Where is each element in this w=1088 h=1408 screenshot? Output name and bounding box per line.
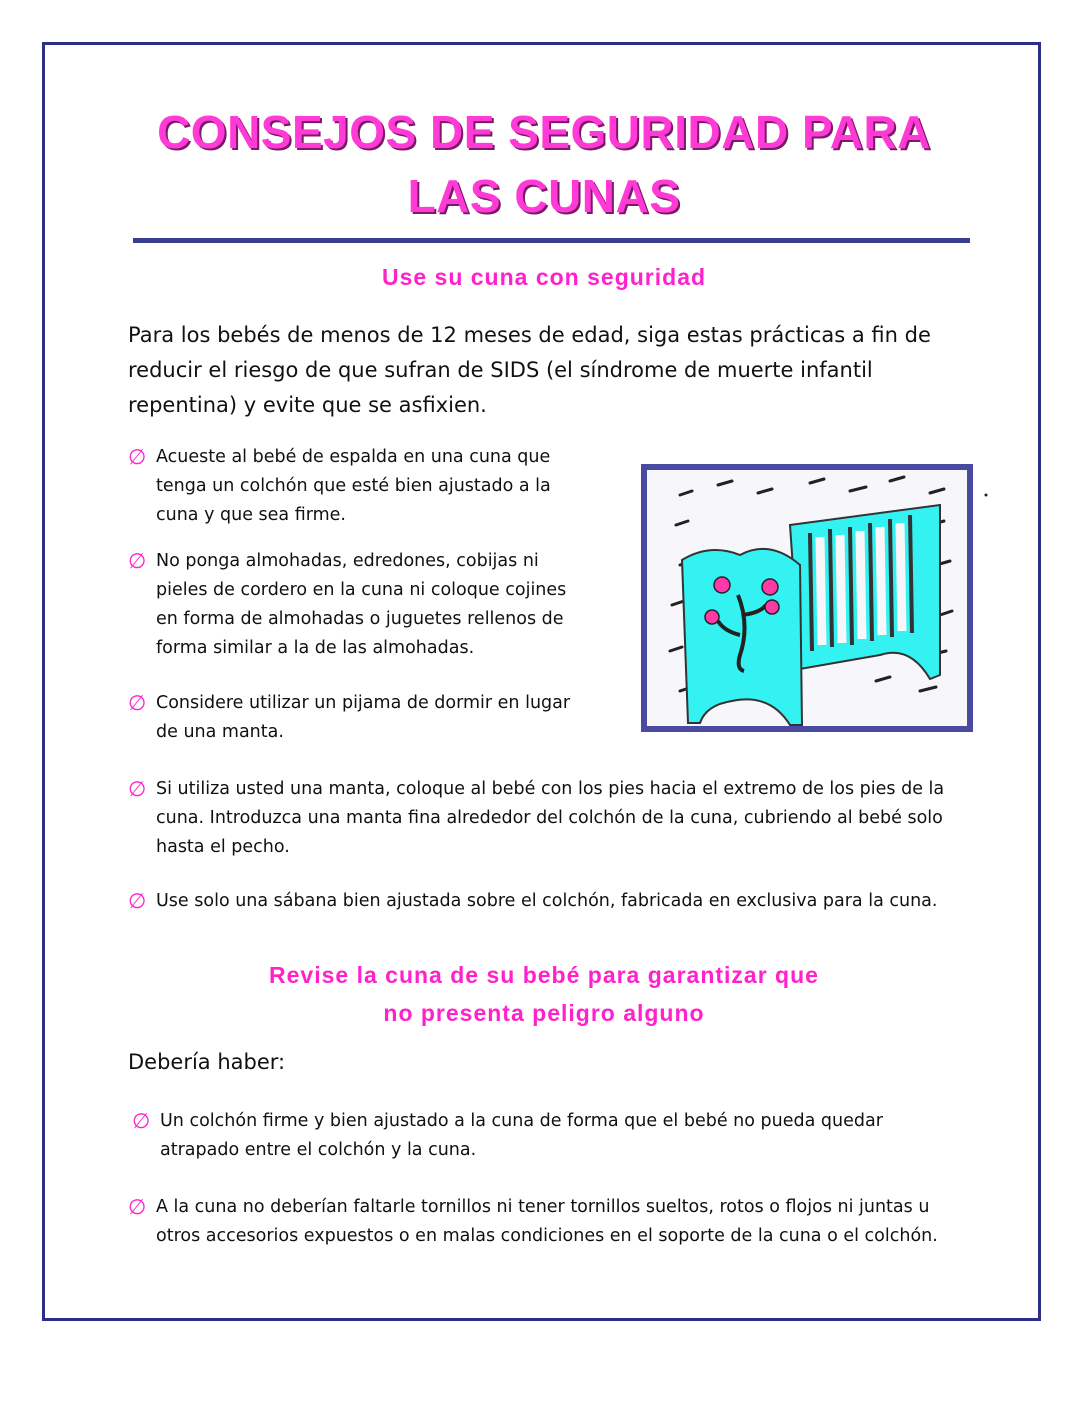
empty-set-bullet-icon: ∅ xyxy=(128,777,147,801)
list-item-text: Acueste al bebé de espalda en una cuna que tenga un colchón que esté bien ajustado a la cuna y que sea firme. xyxy=(156,447,551,525)
list-item-text: Si utiliza usted una manta, coloque al bebé con los pies hacia el extremo de los pies de la cuna. Introduzca una manta fina alrededor del colchón de la cuna, cubriendo al bebé solo hasta el pecho. xyxy=(156,779,945,857)
empty-set-bullet-icon: ∅ xyxy=(128,691,147,715)
empty-set-bullet-icon: ∅ xyxy=(132,1109,151,1133)
list-item xyxy=(128,887,976,916)
title-line-2: LAS CUNAS xyxy=(407,170,681,222)
list-item-text: Use solo una sábana bien ajustada sobre el colchón, fabricada en exclusiva para la cuna. xyxy=(156,891,938,911)
empty-set-bullet-icon: ∅ xyxy=(128,1195,147,1219)
list-item xyxy=(128,775,956,862)
section2-heading-line-2: no presenta peligro alguno xyxy=(383,1000,705,1026)
title-line-1: CONSEJOS DE SEGURIDAD PARA xyxy=(157,106,931,158)
list-item-text: Considere utilizar un pijama de dormir en lugar de una manta. xyxy=(156,693,571,742)
list-item-text: No ponga almohadas, edredones, cobijas ni pieles de cordero en la cuna ni coloque cojines en forma de almohadas o juguetes rellenos de forma similar a la de las almohadas. xyxy=(156,551,567,658)
lead-text: Debería haber: xyxy=(128,1050,286,1074)
intro-paragraph: Para los bebés de menos de 12 meses de edad, siga estas prácticas a fin de reducir el riesgo de que sufran de SIDS (el síndrome de muerte infantil repentina) y evite que se asfixien. xyxy=(128,323,931,417)
title-divider xyxy=(133,238,970,243)
list-item xyxy=(132,1107,950,1165)
empty-set-bullet-icon: ∅ xyxy=(128,549,147,573)
section2-heading xyxy=(60,956,1028,1032)
section2-heading-line-1: Revise la cuna de su bebé para garantizar que xyxy=(269,962,819,988)
list-item xyxy=(128,443,576,530)
page-title xyxy=(60,100,1028,228)
list-item xyxy=(128,1193,966,1251)
list-item-text: A la cuna no deberían faltarle tornillos ni tener tornillos sueltos, rotos o flojos ni juntas u otros accesorios expuestos o en malas condiciones en el soporte de la cuna o el colchón. xyxy=(156,1197,938,1246)
list-item xyxy=(128,689,596,747)
empty-set-bullet-icon: ∅ xyxy=(128,889,147,913)
list-item-text: Un colchón firme y bien ajustado a la cuna de forma que el bebé no pueda quedar atrapado entre el colchón y la cuna. xyxy=(160,1111,883,1160)
section1-heading: Use su cuna con seguridad xyxy=(381,264,707,290)
crib-illustration xyxy=(640,455,992,737)
empty-set-bullet-icon: ∅ xyxy=(128,445,147,469)
list-item xyxy=(128,547,586,663)
